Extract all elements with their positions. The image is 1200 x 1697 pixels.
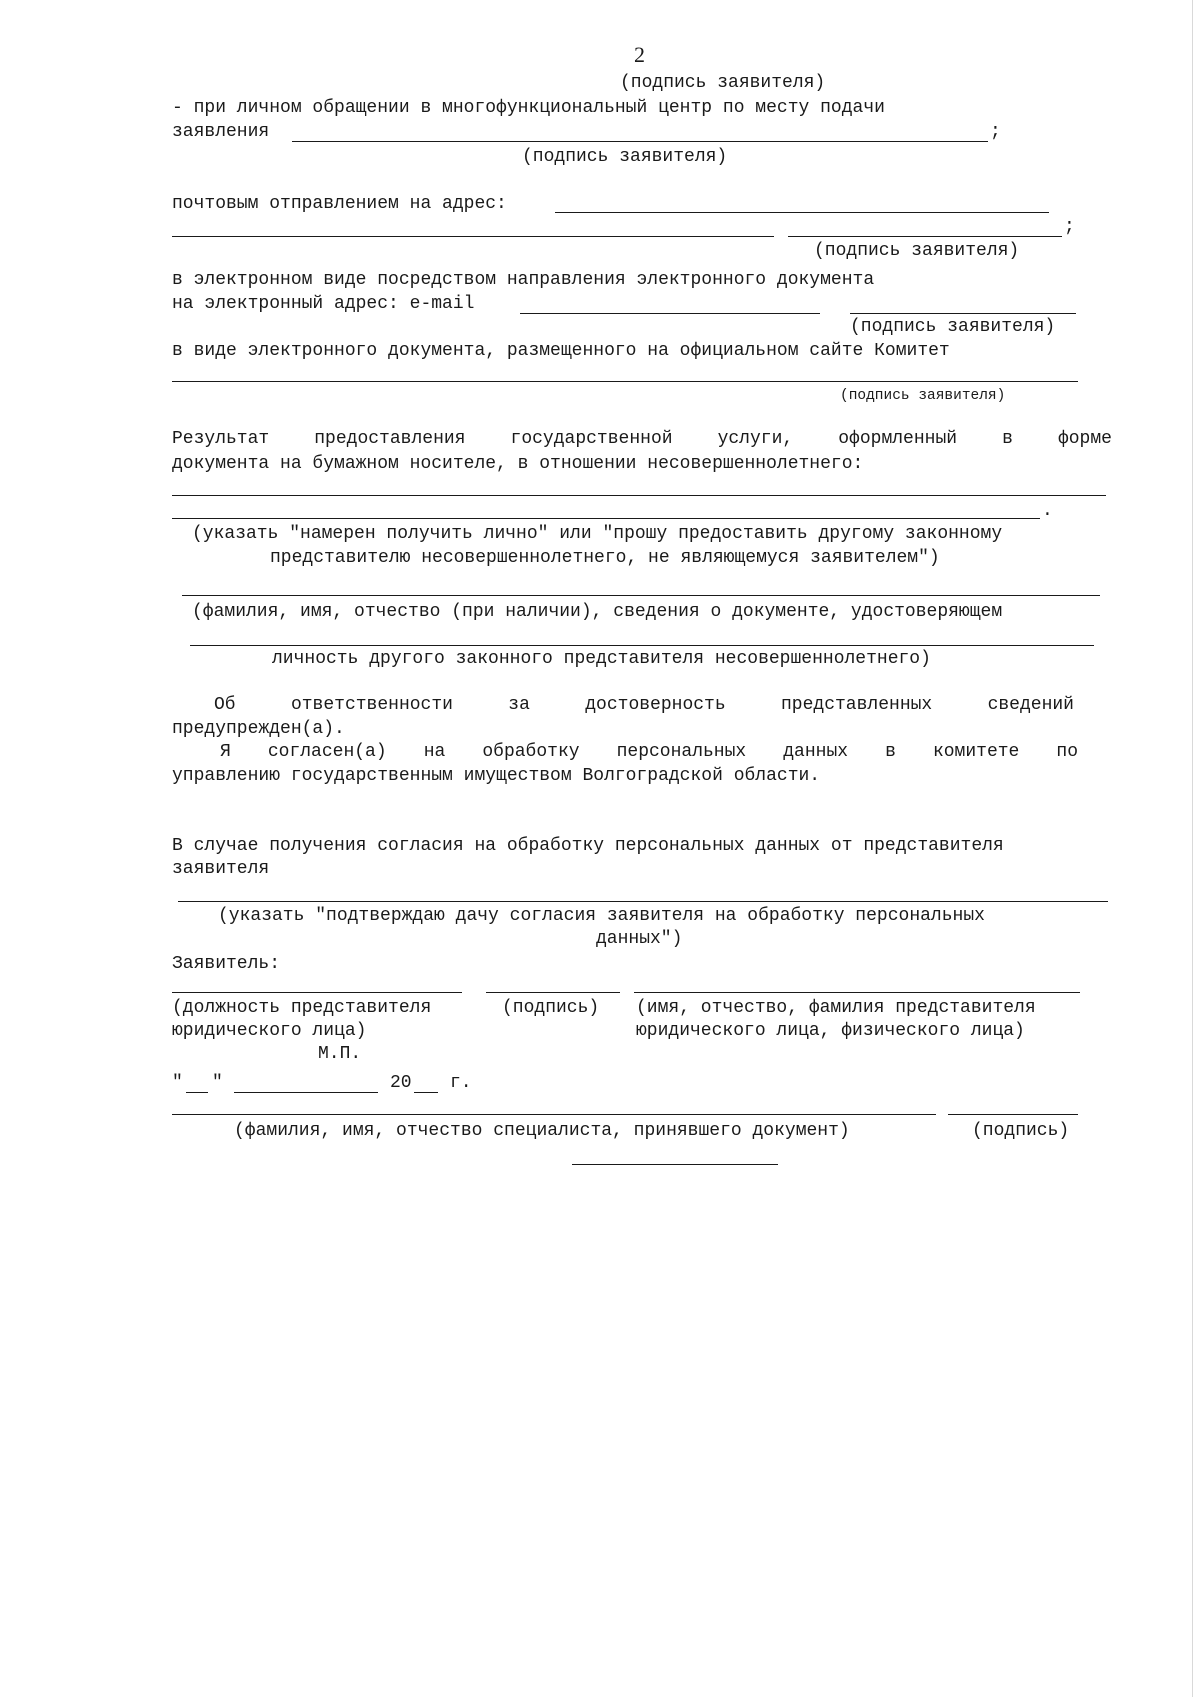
site-signature-line[interactable]: [172, 381, 1078, 382]
specialist-name-caption: (фамилия, имя, отчество специалиста, принявшего документ): [234, 1121, 850, 1141]
date-quote-open: ": [172, 1073, 183, 1093]
result-word: предоставления: [314, 429, 466, 449]
result-fill-line-2[interactable]: [172, 518, 1040, 519]
resp-word: за: [508, 695, 530, 715]
email-signature-line[interactable]: [850, 313, 1076, 314]
applicant-signature-caption: (подпись): [502, 998, 600, 1018]
post-signature-line[interactable]: [788, 236, 1062, 237]
date-day-line[interactable]: [186, 1092, 208, 1093]
result-end: .: [1042, 501, 1053, 521]
date-month-line[interactable]: [234, 1092, 378, 1093]
result-hint-2: представителю несовершеннолетнего, не являющемуся заявителем"): [270, 548, 940, 568]
mfc-line-1: - при личном обращении в многофункциональный центр по месту подачи: [172, 98, 885, 118]
seal-mark: М.П.: [318, 1044, 362, 1064]
end-divider: [572, 1164, 778, 1165]
consent-line-1: В случае получения согласия на обработку персональных данных от представителя: [172, 836, 1004, 856]
post-address-line-1[interactable]: [555, 212, 1049, 213]
email-address-line[interactable]: [520, 313, 820, 314]
email-signature-caption: (подпись заявителя): [850, 317, 1056, 337]
resp-word: достоверность: [585, 695, 726, 715]
consent-hint-1: (указать "подтверждаю дачу согласия заявителя на обработку персональных: [218, 906, 985, 926]
consent-line-2: заявителя: [172, 859, 270, 879]
applicant-signature-line[interactable]: [486, 992, 620, 993]
consent-statement-line: [220, 741, 1078, 763]
date-year-suffix: г.: [450, 1073, 472, 1093]
specialist-signature-line[interactable]: [948, 1114, 1078, 1115]
position-caption-2: юридического лица): [172, 1021, 367, 1041]
applicant-name-line[interactable]: [634, 992, 1080, 993]
date-year-prefix: 20: [390, 1073, 412, 1093]
result-word: форме: [1057, 429, 1112, 449]
result-word: в: [1002, 429, 1013, 449]
consent-word: обработку: [482, 742, 580, 762]
consent-word: Я: [220, 742, 231, 762]
mfc-signature-caption: (подпись заявителя): [522, 147, 728, 167]
position-line[interactable]: [172, 992, 462, 993]
consent-word: данных: [783, 742, 849, 762]
post-label: почтовым отправлением на адрес:: [172, 194, 507, 214]
date-year-line[interactable]: [414, 1092, 438, 1093]
email-line-2: на электронный адрес: e-mail: [172, 294, 475, 314]
result-word: Результат: [172, 429, 270, 449]
applicant-name-caption-2: юридического лица, физического лица): [636, 1021, 1025, 1041]
fio-caption-1: (фамилия, имя, отчество (при наличии), сведения о документе, удостоверяющем: [192, 602, 1003, 622]
fio-line-2[interactable]: [190, 645, 1094, 646]
post-signature-caption: (подпись заявителя): [814, 241, 1020, 261]
result-word: оформленный: [838, 429, 958, 449]
signature-caption-top: (подпись заявителя): [620, 73, 826, 93]
consent-word: в: [885, 742, 896, 762]
result-word: государственной: [510, 429, 673, 449]
result-hint-1: (указать "намерен получить лично" или "прошу предоставить другому законному: [192, 524, 1003, 544]
resp-word: сведений: [987, 695, 1074, 715]
mfc-end: ;: [990, 122, 1001, 142]
consent-word: комитете: [932, 742, 1020, 762]
page-edge: [1192, 0, 1193, 1697]
responsibility-line-4: управлению государственным имуществом Волгоградской области.: [172, 766, 821, 786]
post-end: ;: [1064, 217, 1075, 237]
position-caption-1: (должность представителя: [172, 998, 432, 1018]
site-line-1: в виде электронного документа, размещенного на официальном сайте Комитет: [172, 341, 950, 361]
responsibility-line-1: [214, 694, 1074, 716]
consent-word: персональных: [616, 742, 747, 762]
result-fill-line-1[interactable]: [172, 495, 1106, 496]
fio-caption-2: личность другого законного представителя несовершеннолетнего): [272, 649, 931, 669]
mfc-line-2: заявления: [172, 122, 270, 142]
result-word: услуги,: [717, 429, 794, 449]
result-line-2: документа на бумажном носителе, в отношении несовершеннолетнего:: [172, 454, 864, 474]
page-number: 2: [634, 42, 645, 67]
consent-word: согласен(а): [267, 742, 387, 762]
result-line-1: [172, 428, 1112, 450]
resp-word: представленных: [781, 695, 933, 715]
consent-word: на: [423, 742, 446, 762]
fio-line-1[interactable]: [182, 595, 1100, 596]
site-signature-caption: (подпись заявителя): [840, 388, 1006, 404]
mfc-signature-line[interactable]: [292, 141, 988, 142]
responsibility-line-2: предупрежден(а).: [172, 719, 345, 739]
specialist-name-line[interactable]: [172, 1114, 936, 1115]
consent-fill-line[interactable]: [178, 901, 1108, 902]
applicant-name-caption-1: (имя, отчество, фамилия представителя: [636, 998, 1036, 1018]
resp-word: ответственности: [290, 695, 453, 715]
consent-word: по: [1056, 742, 1078, 762]
post-address-line-2[interactable]: [172, 236, 774, 237]
specialist-signature-caption: (подпись): [972, 1121, 1070, 1141]
resp-word: Об: [214, 695, 236, 715]
date-quote-close: ": [212, 1073, 223, 1093]
applicant-label: Заявитель:: [172, 954, 281, 974]
email-line-1: в электронном виде посредством направления электронного документа: [172, 270, 875, 290]
consent-hint-2: данных"): [596, 929, 683, 949]
